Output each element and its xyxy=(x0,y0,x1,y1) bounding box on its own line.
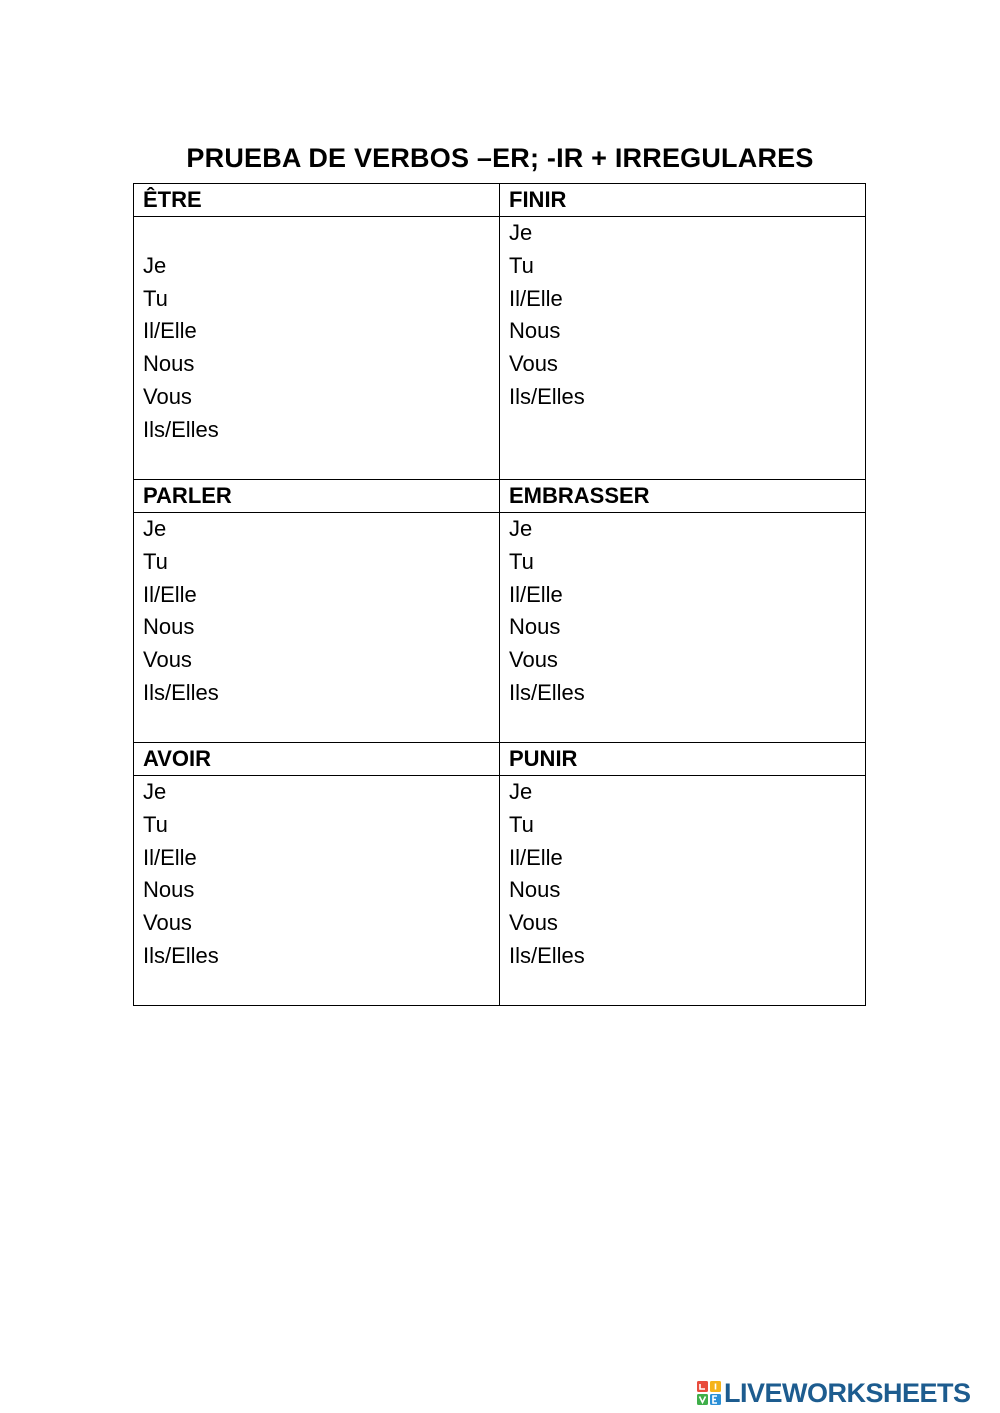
pronoun-il-elle: Il/Elle xyxy=(143,318,197,344)
pronoun-nous: Nous xyxy=(509,614,561,640)
pronoun-tu: Tu xyxy=(509,548,534,574)
verb-header-row xyxy=(134,184,866,217)
pronoun-ils-elles: Ils/Elles xyxy=(509,679,585,705)
pronoun-ils-elles: Ils/Elles xyxy=(143,679,219,705)
pronoun-nous: Nous xyxy=(509,877,561,903)
page-title: PRUEBA DE VERBOS –ER; -IR + IRREGULARES xyxy=(186,143,814,174)
pronoun-vous: Vous xyxy=(143,647,192,673)
pronoun-nous: Nous xyxy=(143,877,195,903)
logo-square-red xyxy=(697,1381,708,1392)
verb-body-row xyxy=(134,776,866,1006)
pronoun-je: Je xyxy=(509,220,533,245)
pronoun-je: Je xyxy=(143,516,167,541)
verb-heading-etre: ÊTRE xyxy=(134,184,500,217)
pronoun-tu: Tu xyxy=(509,811,534,837)
conjugation-cell-avoir[interactable] xyxy=(134,776,500,1006)
verb-heading-finir: FINIR xyxy=(500,184,866,217)
conjugation-cell-etre[interactable] xyxy=(134,217,500,480)
blank-line xyxy=(143,217,490,250)
pronoun-il-elle: Il/Elle xyxy=(143,581,197,607)
verb-heading-embrasser: EMBRASSER xyxy=(500,480,866,513)
conjugation-cell-punir[interactable] xyxy=(500,776,866,1006)
verb-heading-punir: PUNIR xyxy=(500,743,866,776)
logo-text: LIVEWORKSHEETS xyxy=(724,1377,971,1408)
pronoun-vous: Vous xyxy=(143,910,192,936)
conjugation-cell-embrasser[interactable] xyxy=(500,513,866,743)
pronoun-ils-elles: Ils/Elles xyxy=(509,383,585,409)
verb-heading-avoir: AVOIR xyxy=(134,743,500,776)
verb-body-row xyxy=(134,513,866,743)
pronoun-je: Je xyxy=(143,252,167,278)
pronoun-tu: Tu xyxy=(143,811,168,837)
verb-body-row xyxy=(134,217,866,480)
pronoun-ils-elles: Ils/Elles xyxy=(509,942,585,968)
pronoun-nous: Nous xyxy=(143,351,195,377)
pronoun-vous: Vous xyxy=(143,383,192,409)
pronoun-je: Je xyxy=(509,779,533,804)
liveworksheets-logo[interactable] xyxy=(697,1377,971,1409)
pronoun-il-elle: Il/Elle xyxy=(509,581,563,607)
pronoun-ils-elles: Ils/Elles xyxy=(143,942,219,968)
verb-heading-parler: PARLER xyxy=(134,480,500,513)
pronoun-vous: Vous xyxy=(509,351,558,377)
pronoun-il-elle: Il/Elle xyxy=(143,844,197,870)
pronoun-vous: Vous xyxy=(509,910,558,936)
pronoun-nous: Nous xyxy=(509,318,561,344)
verb-header-row xyxy=(134,743,866,776)
pronoun-il-elle: Il/Elle xyxy=(509,844,563,870)
pronoun-tu: Tu xyxy=(143,285,168,311)
verb-header-row xyxy=(134,480,866,513)
liveworksheets-logo-icon xyxy=(697,1381,721,1405)
pronoun-je: Je xyxy=(509,516,533,541)
pronoun-ils-elles: Ils/Elles xyxy=(143,416,219,442)
pronoun-vous: Vous xyxy=(509,647,558,673)
pronoun-je: Je xyxy=(143,779,167,804)
conjugation-cell-parler[interactable] xyxy=(134,513,500,743)
verb-conjugation-table xyxy=(133,183,866,1006)
pronoun-nous: Nous xyxy=(143,614,195,640)
pronoun-tu: Tu xyxy=(143,548,168,574)
pronoun-tu: Tu xyxy=(509,252,534,278)
pronoun-il-elle: Il/Elle xyxy=(509,285,563,311)
conjugation-cell-finir[interactable] xyxy=(500,217,866,480)
